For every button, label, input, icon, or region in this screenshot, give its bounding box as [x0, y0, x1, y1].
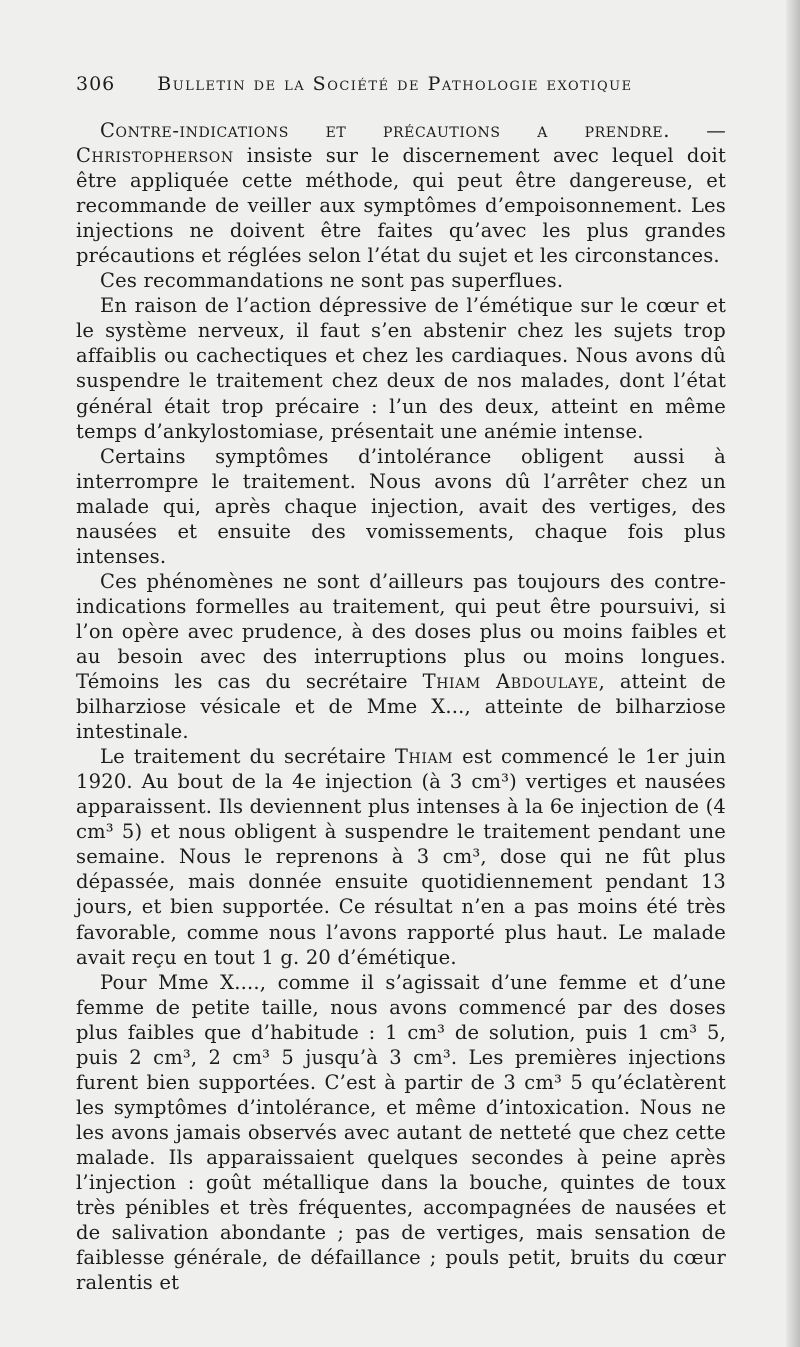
page-number: 306 [76, 73, 116, 95]
page-edge-shadow [786, 0, 800, 1347]
person-name: Thiam [394, 745, 454, 769]
paragraph-text-after: est commencé le 1er juin 1920. Au bout de la 4e injection (à 3 cm³) vertiges et nausées apparaissent. Ils deviennent plus intenses à la 6e injection de (4 cm³ 5) et nous obligent à suspendre le traitement pendant une semaine. Nous le reprenons à 3 cm³, dose qui ne fût plus dépassée, mais donnée ensuite quotidiennement pendant 13 jours, et bien supportée. Ce résultat n’en a pas moins été très favorable, comme nous l’avons rapporté plus haut. Le malade avait reçu en tout 1 g. 20 d’émétique. [76, 745, 726, 969]
paragraph-text-after: , atteint de bilharziose vésicale et de Mme X..., atteinte de bilharziose intestinale. [76, 670, 726, 744]
author-name: Christopherson [76, 144, 234, 168]
paragraph-5 [76, 569, 726, 744]
running-title: Bulletin de la Société de Pathologie exotique [157, 73, 633, 95]
paragraph-2: Ces recommandations ne sont pas superflues. [100, 269, 564, 293]
paragraph-text: insiste sur le discernement avec lequel doit être appliquée cette méthode, qui peut être dangereuse, et recommande de veiller aux symptômes d’empoisonnement. Les injections ne doivent être faites qu’avec les plus grandes précautions et réglées selon l’état du sujet et les circonstances. [76, 144, 726, 268]
paragraph-text: Le traitement du secrétaire [100, 745, 395, 769]
person-name: Thiam Abdoulaye [422, 670, 599, 694]
page-header [76, 73, 726, 95]
paragraph-7: Pour Mme X...., comme il s’agissait d’une femme et d’une femme de petite taille, nous avons commencé par des doses plus faibles que d’habitude : 1 cm³ de solution, puis 1 cm³ 5, puis 2 cm³, 2 cm³ 5 jusqu’à 3 cm³. Les premières injections furent bien supportées. C’est à partir de 3 cm³ 5 qu’éclatèrent les symptômes d’intolérance, et même d’intoxication. Nous ne les avons jamais observés avec autant de netteté que chez cette malade. Ils apparaissaient quelques secondes à peine après l’injection : goût métallique dans la bouche, quintes de toux très pénibles et très fréquentes, accompagnées de nausées et de salivation abondante ; pas de vertiges, mais sensation de faiblesse générale, de défaillance ; pouls petit, bruits du cœur ralentis et [76, 970, 726, 1295]
paragraph-text: Ces phénomènes ne sont d’ailleurs pas toujours des contre-indications formelles au traitement, qui peut être poursuivi, si l’on opère avec prudence, à des doses plus ou moins faibles et au besoin avec des interruptions plus ou moins longues. Témoins les cas du secrétaire [76, 569, 726, 694]
paragraph-4: Certains symptômes d’intolérance obligent aussi à interrompre le traitement. Nous avons dû l’arrêter chez un malade qui, après chaque injection, avait des vertiges, des nausées et ensuite des vomissements, chaque fois plus intenses. [76, 444, 726, 568]
paragraph-1 [76, 118, 726, 268]
section-heading: Contre-indications et précautions a prendre. [100, 119, 671, 142]
body-text [76, 118, 726, 1295]
paragraph-6 [76, 744, 726, 969]
em-dash: — [670, 119, 726, 142]
paragraph-3: En raison de l’action dépressive de l’émétique sur le cœur et le système nerveux, il faut s’en abstenir chez les sujets trop affaiblis ou cachectiques et chez les cardiaques. Nous avons dû suspendre le traitement chez deux de nos malades, dont l’état général était trop précaire : l’un des deux, atteint en même temps d’ankylostomiase, présentait une anémie intense. [76, 294, 726, 443]
